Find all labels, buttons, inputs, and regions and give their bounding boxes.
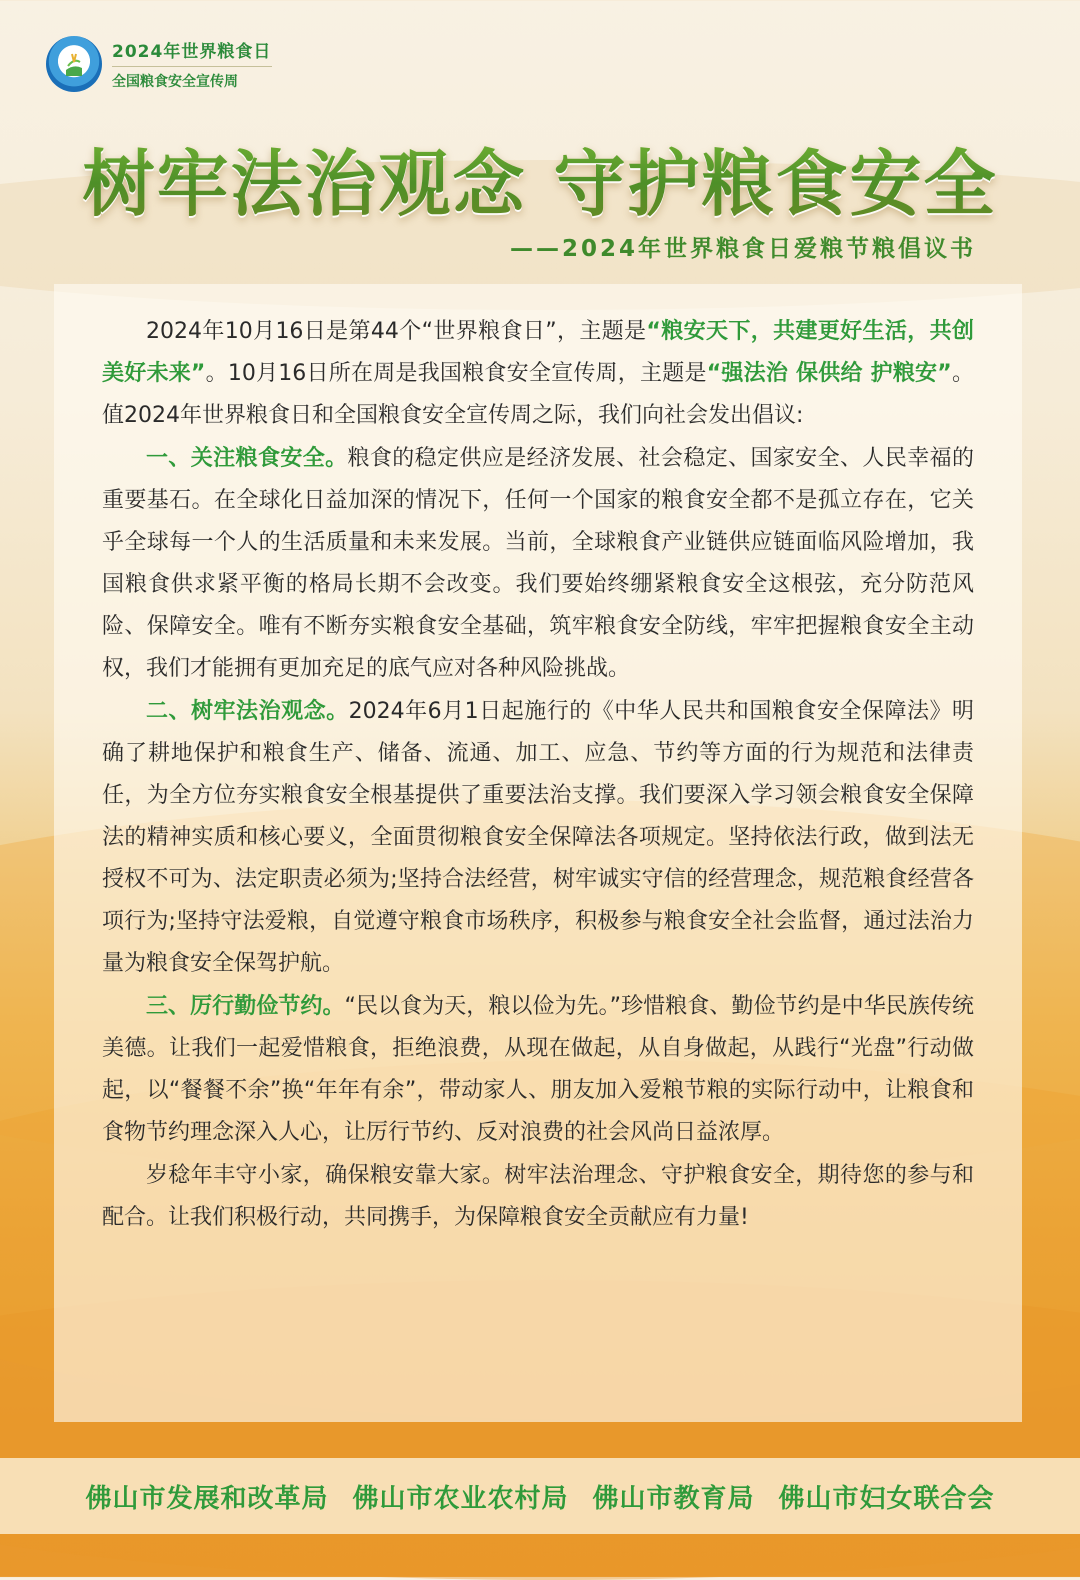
logo-line-2: 全国粮食安全宣传周 xyxy=(112,74,238,90)
page-title: 树牢法治观念 守护粮食安全 xyxy=(0,126,1080,230)
world-food-day-logo-icon xyxy=(46,36,102,92)
organizer-4: 佛山市妇女联合会 xyxy=(778,1484,995,1514)
intro-text-3: 。值2024年世界粮食日和全国粮食安全宣传周之际，我们向社会发出倡议: xyxy=(102,361,974,428)
organizer-3: 佛山市教育局 xyxy=(592,1484,755,1514)
section-heading-1: 一、关注粮食安全。 xyxy=(146,446,348,471)
section-text-2: 2024年6月1日起施行的《中华人民共和国粮食安全保障法》明确了耕地保护和粮食生产、储备、流通、加工、应急、节约等方面的行为规范和法律责任，为全方位夯实粮食安全根基提供了重要法治支撑。我们要深入学习领会粮食安全保障法的精神实质和核心要义，全面贯彻粮食安全保障法各项规定。坚持依法行政，做到法无授权不可为、法定职责必须为;坚持合法经营，树牢诚实守信的经营理念，规范粮食经营各项行为;坚持守法爱粮，自觉遵守粮食市场秩序，积极参与粮食安全社会监督，通过法治力量为粮食安全保驾护航。 xyxy=(102,699,974,976)
section-text-1: 粮食的稳定供应是经济发展、社会稳定、国家安全、人民幸福的重要基石。在全球化日益加深的情况下，任何一个国家的粮食安全都不是孤立存在，它关乎全球每一个人的生活质量和未来发展。当前，全球粮食产业链供应链面临风险增加，我国粮食供求紧平衡的格局长期不会改变。我们要始终绷紧粮食安全这根弦，充分防范风险、保障安全。唯有不断夯实粮食安全基础，筑牢粮食安全防线，牢牢把握粮食安全主动权，我们才能拥有更加充足的底气应对各种风险挑战。 xyxy=(102,446,974,681)
organizer-1: 佛山市发展和改革局 xyxy=(85,1484,329,1514)
intro-text-1: 2024年10月16日是第44个“世界粮食日”，主题是 xyxy=(146,319,647,344)
intro-paragraph xyxy=(102,311,974,437)
logo-divider xyxy=(112,66,272,67)
closing-paragraph: 岁稔年丰守小家，确保粮安靠大家。树牢法治理念、守护粮食安全，期待您的参与和配合。让我们积极行动，共同携手，为保障粮食安全贡献应有力量! xyxy=(102,1163,974,1230)
organizer-list xyxy=(0,1478,1080,1515)
organizer-2: 佛山市农业农村局 xyxy=(352,1484,569,1514)
event-logo xyxy=(46,36,272,92)
page-subtitle: ——2024年世界粮食日爱粮节粮倡议书 xyxy=(509,236,976,262)
intro-text-2: 。10月16日所在周是我国粮食安全宣传周，主题是 xyxy=(205,361,707,386)
logo-line-1: 2024年世界粮食日 xyxy=(112,42,272,62)
section-text-3: “民以食为天，粮以俭为先。”珍惜粮食、勤俭节约是中华民族传统美德。让我们一起爱惜粮食，拒绝浪费，从现在做起，从自身做起，从践行“光盘”行动做起，以“餐餐不余”换“年年有余”，带动家人、朋友加入爱粮节粮的实际行动中，让粮食和食物节约理念深入人心，让厉行节约、反对浪费的社会风尚日益浓厚。 xyxy=(102,994,974,1145)
section-paragraph-2 xyxy=(102,691,974,985)
section-paragraph-3 xyxy=(102,986,974,1154)
section-heading-3: 三、厉行勤俭节约。 xyxy=(146,994,345,1019)
world-food-day-theme: “粮安天下，共建更好生活，共创美好未来” xyxy=(102,319,974,386)
proposal-body xyxy=(102,311,974,1240)
food-security-week-theme: “强法治 保供给 护粮安” xyxy=(706,361,952,386)
section-paragraph-1 xyxy=(102,438,974,690)
section-heading-2: 二、树牢法治观念。 xyxy=(146,699,349,724)
